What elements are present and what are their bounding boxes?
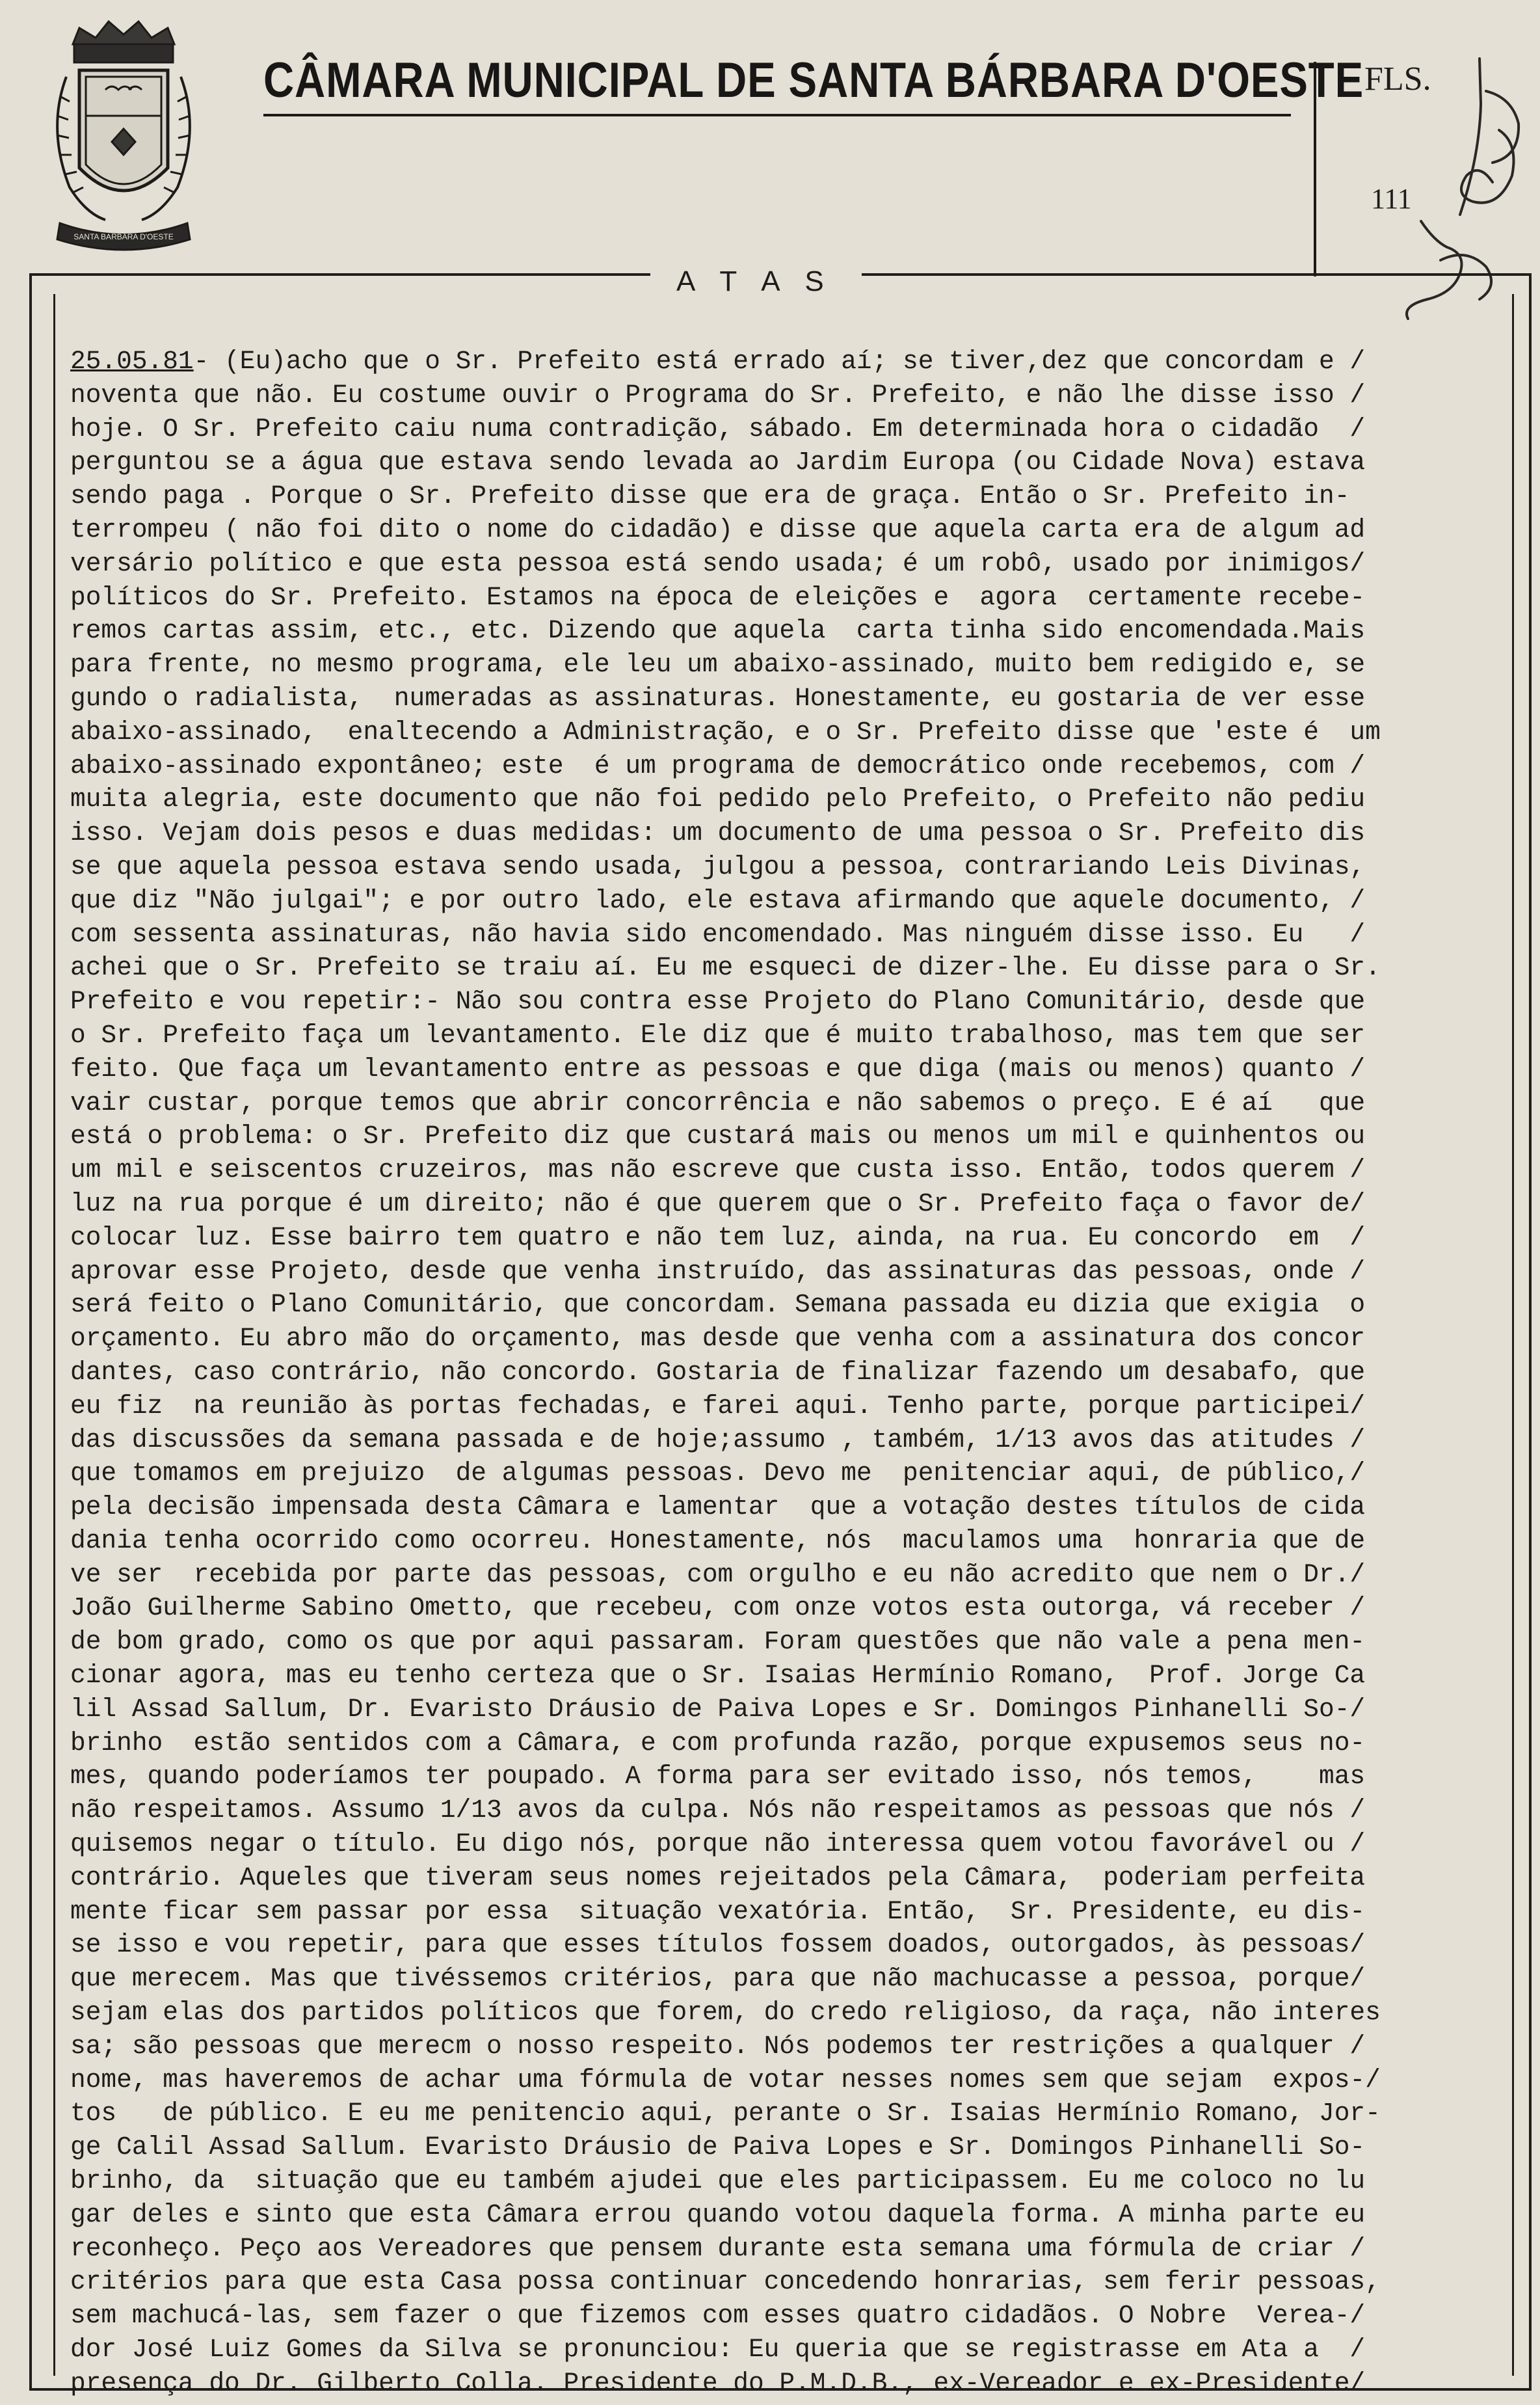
text-line: sem machucá-las, sem fazer o que fizemos com esses quatro cidadãos. O Nobre Verea-/ (70, 2301, 1366, 2331)
title-underline (263, 114, 1291, 116)
text-line: noventa que não. Eu costume ouvir o Programa do Sr. Prefeito, e não lhe disse isso / (70, 380, 1366, 410)
text-line: o Sr. Prefeito faça um levantamento. Ele diz que é muito trabalhoso, mas tem que ser (70, 1020, 1366, 1050)
text-line: não respeitamos. Assumo 1/13 avos da culpa. Nós não respeitamos as pessoas que nós / (70, 1795, 1366, 1825)
text-line: isso. Vejam dois pesos e duas medidas: um documento de uma pessoa o Sr. Prefeito dis (70, 818, 1366, 848)
section-title: A T A S (676, 265, 833, 297)
text-line: abaixo-assinado, enaltecendo a Administração, e o Sr. Prefeito disse que 'este é um (70, 717, 1381, 747)
text-line: brinho, da situação que eu também ajudei que eles participassem. Eu me coloco no lu (70, 2166, 1366, 2196)
text-line: que merecem. Mas que tivéssemos critérios, para que não machucasse a pessoa, porque/ (70, 1964, 1366, 1994)
text-line: perguntou se a água que estava sendo levada ao Jardim Europa (ou Cidade Nova) estava (70, 448, 1366, 477)
text-line: brinho estão sentidos com a Câmara, e com profunda razão, porque expusemos seus no- (70, 1728, 1366, 1758)
header-divider (1314, 62, 1316, 276)
text-line: pela decisão impensada desta Câmara e lamentar que a votação destes títulos de cida (70, 1492, 1366, 1522)
text-line: nome, mas haveremos de achar uma fórmula de votar nesses nomes sem que sejam expos-/ (70, 2065, 1381, 2095)
text-line: eu fiz na reunião às portas fechadas, e farei aqui. Tenho parte, porque participei/ (70, 1391, 1366, 1421)
text-line: um mil e seiscentos cruzeiros, mas não escreve que custa isso. Então, todos querem / (70, 1155, 1366, 1185)
svg-text:SANTA BARBARA D'OESTE: SANTA BARBARA D'OESTE (73, 232, 174, 241)
text-line: sejam elas dos partidos políticos que forem, do credo religioso, da raça, não interes (70, 1998, 1381, 2028)
text-line: remos cartas assim, etc., etc. Dizendo que aquela carta tinha sido encomendada.Mais (70, 616, 1366, 646)
text-line: quisemos negar o título. Eu digo nós, porque não interessa quem votou favorável ou / (70, 1829, 1366, 1859)
text-line: lil Assad Sallum, Dr. Evaristo Dráusio de Paiva Lopes e Sr. Domingos Pinhanelli So-/ (70, 1694, 1366, 1724)
text-line: hoje. O Sr. Prefeito caiu numa contradição, sábado. Em determinada hora o cidadão / (70, 414, 1366, 444)
text-line: ge Calil Assad Sallum. Evaristo Dráusio de Paiva Lopes e Sr. Domingos Pinhanelli So- (70, 2132, 1366, 2162)
text-line: vair custar, porque temos que abrir concorrência e não sabemos o preço. E é aí que (70, 1088, 1366, 1118)
text-line (70, 345, 1455, 379)
text-line: para frente, no mesmo programa, ele leu um abaixo-assinado, muito bem redigido e, se (70, 650, 1366, 680)
text-line: colocar luz. Esse bairro tem quatro e não tem luz, ainda, na rua. Eu concordo em / (70, 1222, 1366, 1252)
institution-title: CÂMARA MUNICIPAL DE SANTA BÁRBARA D'OESTE (263, 53, 1364, 108)
text-line: muita alegria, este documento que não foi pedido pelo Prefeito, o Prefeito não pediu (70, 785, 1366, 814)
text-line: mes, quando poderíamos ter poupado. A forma para ser evitado isso, nós temos, mas (70, 1762, 1366, 1792)
text-line: gar deles e sinto que esta Câmara errou quando votou daquela forma. A minha parte eu (70, 2199, 1366, 2229)
text-line: que tomamos em prejuizo de algumas pessoas. Devo me penitenciar aqui, de público,/ (70, 1458, 1366, 1488)
text-line: das discussões da semana passada e de hoje;assumo , também, 1/13 avos das atitudes / (70, 1425, 1366, 1455)
text-line: políticos do Sr. Prefeito. Estamos na época de eleições e agora certamente recebe- (70, 582, 1366, 612)
text-line: aprovar esse Projeto, desde que venha instruído, das assinaturas das pessoas, onde / (70, 1256, 1366, 1286)
text-line: dantes, caso contrário, não concordo. Gostaria de finalizar fazendo um desabafo, que (70, 1357, 1366, 1387)
text-line: está o problema: o Sr. Prefeito diz que custará mais ou menos um mil e quinhentos ou (70, 1122, 1366, 1151)
text-line: feito. Que faça um levantamento entre as pessoas e que diga (mais ou menos) quanto / (70, 1054, 1366, 1084)
folio-label: FLS. (1364, 60, 1431, 98)
municipal-crest-emblem (40, 18, 207, 259)
text-line: critérios para que esta Casa possa continuar concedendo honrarias, sem ferir pessoas, (70, 2267, 1381, 2297)
text-line: sa; são pessoas que merecm o nosso respeito. Nós podemos ter restrições a qualquer / (70, 2031, 1366, 2061)
text-line: de bom grado, como os que por aqui passaram. Foram questões que não vale a pena men- (70, 1627, 1366, 1657)
text-line: gundo o radialista, numeradas as assinaturas. Honestamente, eu gostaria de ver esse (70, 683, 1366, 713)
text-line: sendo paga . Porque o Sr. Prefeito disse que era de graça. Então o Sr. Prefeito in- (70, 481, 1350, 511)
text-line: se isso e vou repetir, para que esses títulos fossem doados, outorgados, às pessoas/ (70, 1930, 1366, 1960)
text-line: luz na rua porque é um direito; não é que querem que o Sr. Prefeito faça o favor de/ (70, 1189, 1366, 1218)
text-line: com sessenta assinaturas, não havia sido encomendado. Mas ninguém disse isso. Eu / (70, 919, 1366, 949)
text-line: versário político e que esta pessoa está sendo usada; é um robô, usado por inimigos/ (70, 548, 1366, 578)
text-line: Prefeito e vou repetir:- Não sou contra esse Projeto do Plano Comunitário, desde que (70, 987, 1366, 1017)
text-line-content: - (Eu)acho que o Sr. Prefeito está errado aí; se tiver,dez que concordam e / (193, 347, 1366, 376)
text-line: dor José Luiz Gomes da Silva se pronunciou: Eu queria que se registrasse em Ata a / (70, 2335, 1366, 2365)
text-line: mente ficar sem passar por essa situação vexatória. Então, Sr. Presidente, eu dis- (70, 1896, 1366, 1926)
session-date: 25.05.81 (70, 347, 194, 376)
text-line: terrompeu ( não foi dito o nome do cidadão) e disse que aquela carta era de algum ad (70, 515, 1366, 544)
text-line: cionar agora, mas eu tenho certeza que o Sr. Isaias Hermínio Romano, Prof. Jorge Ca (70, 1661, 1366, 1691)
text-line: ve ser recebida por parte das pessoas, com orgulho e eu não acredito que nem o Dr./ (70, 1559, 1366, 1589)
text-line: contrário. Aqueles que tiveram seus nomes rejeitados pela Câmara, poderiam perfeita (70, 1862, 1366, 1892)
text-line: reconheço. Peço aos Vereadores que pensem durante esta semana uma fórmula de criar / (70, 2233, 1366, 2263)
text-line: orçamento. Eu abro mão do orçamento, mas desde que venha com a assinatura dos concor (70, 1324, 1366, 1354)
folio-number: 111 (1371, 183, 1412, 215)
text-line: achei que o Sr. Prefeito se traiu aí. Eu me esqueci de dizer-lhe. Eu disse para o Sr. (70, 953, 1381, 983)
text-line: será feito o Plano Comunitário, que concordam. Semana passada eu dizia que exigia o (70, 1290, 1366, 1320)
text-line: presença do Dr. Gilberto Colla. Presidente do P.M.D.B., ex-Vereador e ex-Presidente/ (70, 2368, 1366, 2398)
text-line: se que aquela pessoa estava sendo usada, julgou a pessoa, contrariando Leis Divinas, (70, 852, 1366, 881)
text-line: que diz "Não julgai"; e por outro lado, ele estava afirmando que aquele documento, / (70, 885, 1366, 915)
text-line: abaixo-assinado expontâneo; este é um programa de democrático onde recebemos, com / (70, 751, 1366, 781)
text-line: dania tenha ocorrido como ocorreu. Honestamente, nós maculamos uma honraria que de (70, 1525, 1366, 1555)
text-line: João Guilherme Sabino Ometto, que recebeu, com onze votos esta outorga, vá receber / (70, 1593, 1366, 1623)
text-line: tos de público. E eu me penitencio aqui, perante o Sr. Isaias Hermínio Romano, Jor- (70, 2099, 1381, 2129)
minutes-body (70, 345, 1455, 2400)
